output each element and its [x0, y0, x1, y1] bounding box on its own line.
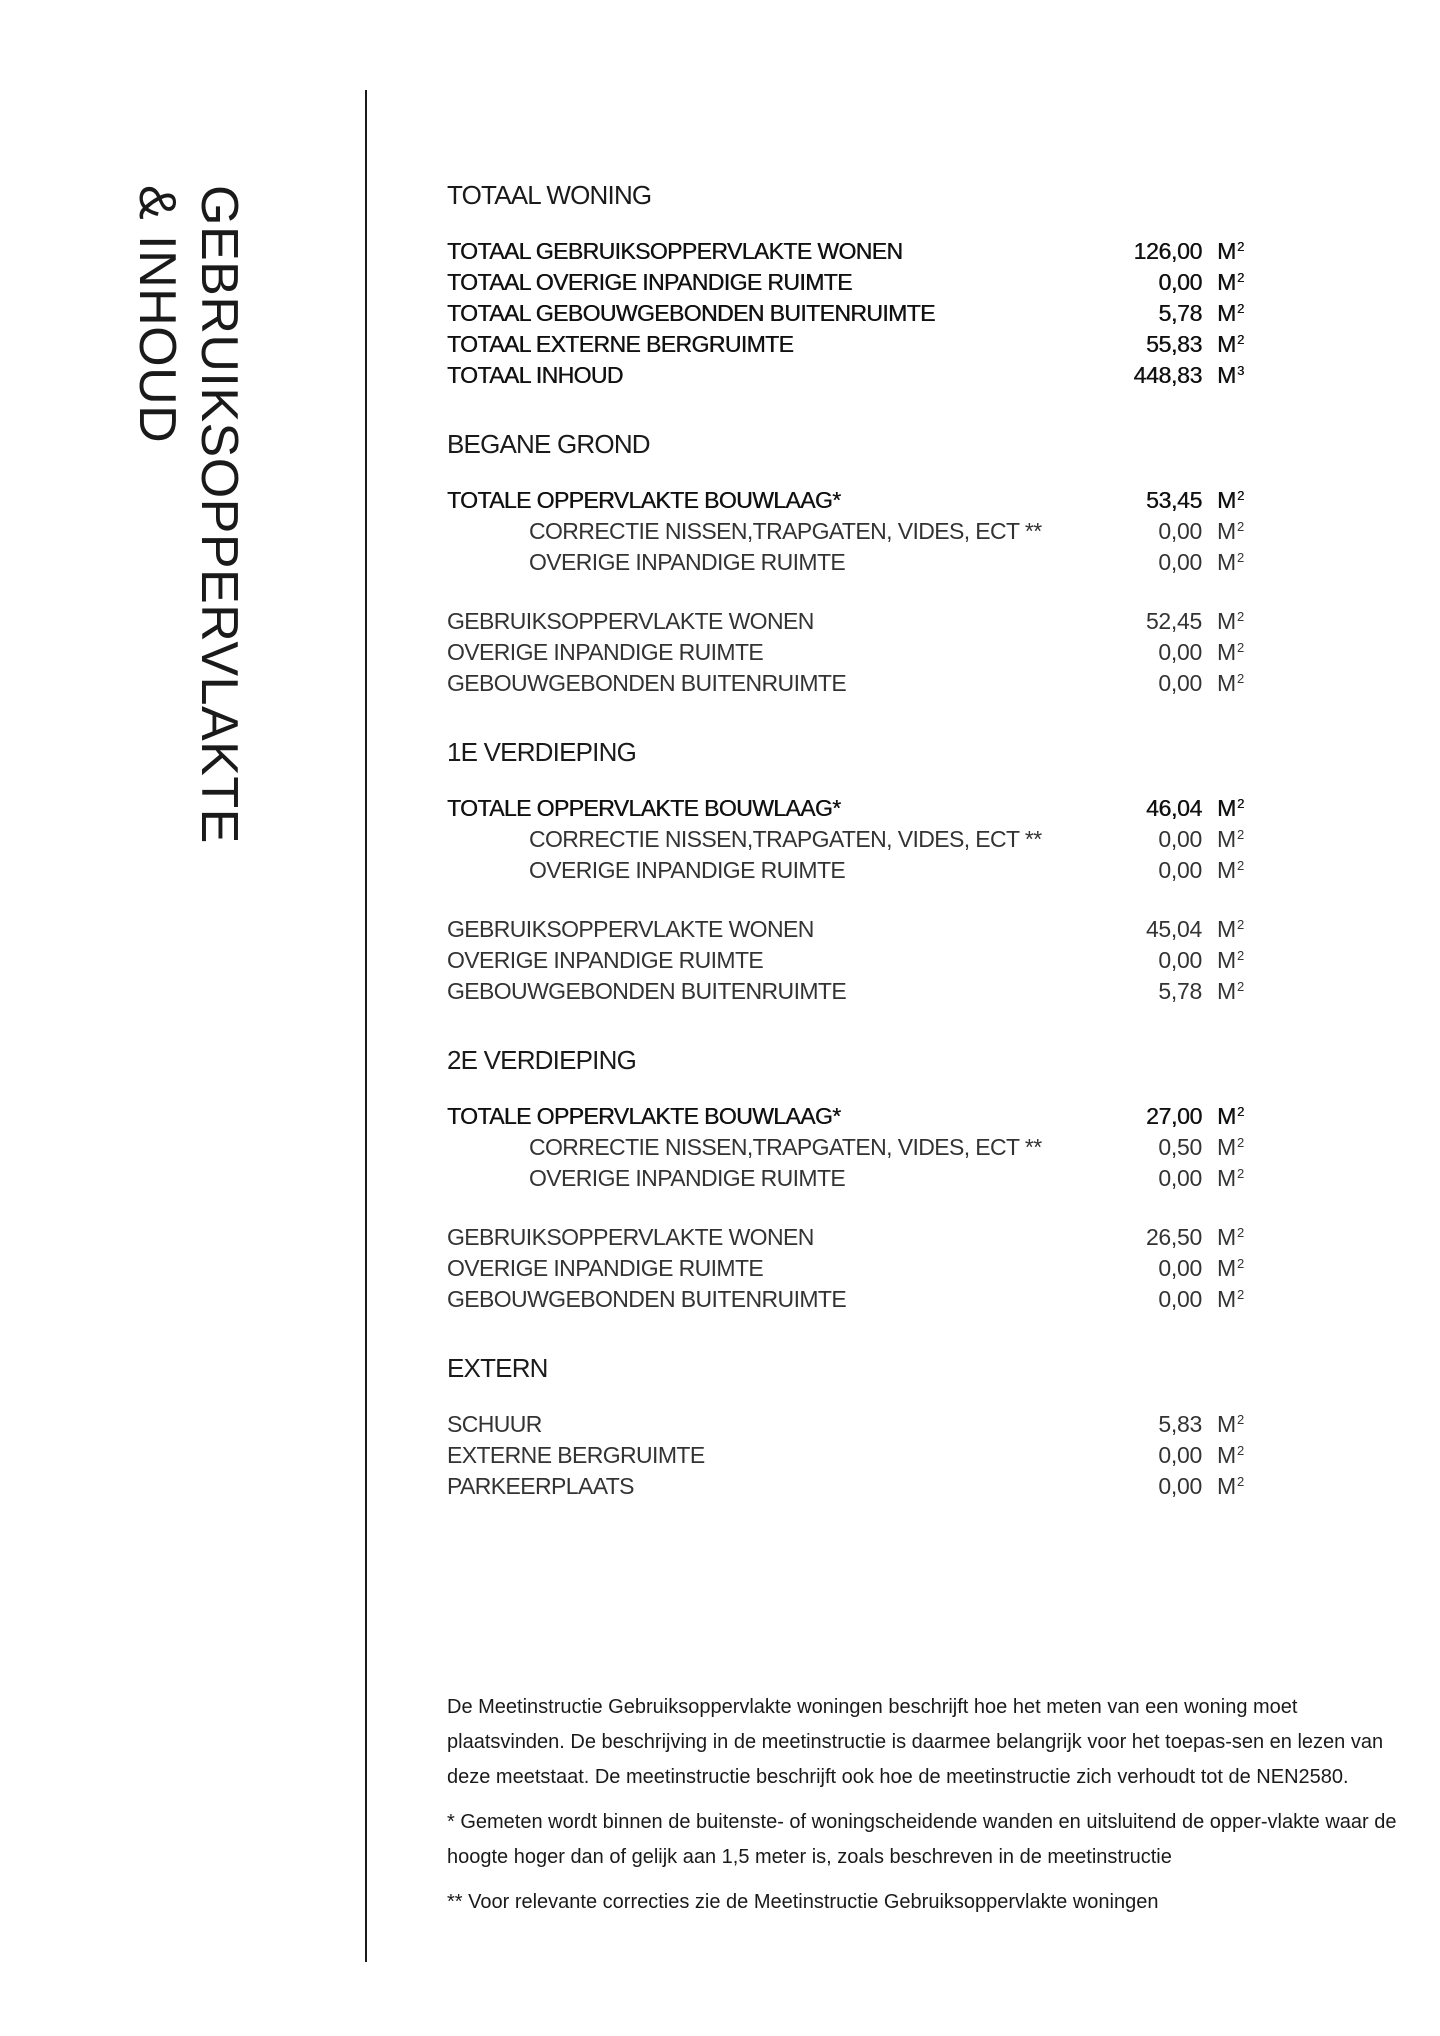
totaal-table: [447, 236, 1347, 391]
side-title-line2: & INHOUD: [128, 185, 186, 444]
table-row: TOTALE OPPERVLAKTE BOUWLAAG* 46,04 $M^2$: [447, 795, 1244, 821]
side-title-line1: GEBRUIKSOPPERVLAKTE: [190, 185, 248, 844]
table-row: TOTAAL GEBOUWGEBONDEN BUITENRUIMTE 5,78 $M^2$: [447, 300, 1244, 326]
table-row: OVERIGE INPANDIGE RUIMTE 0,00 $M^2$: [529, 1165, 1244, 1191]
section-heading-2e-verdieping: 2E VERDIEPING: [447, 1045, 636, 1075]
table-row: OVERIGE INPANDIGE RUIMTE 0,00 $M^2$: [529, 857, 1244, 883]
table-row: GEBRUIKSOPPERVLAKTE WONEN 45,04 $M^2$: [447, 916, 1244, 942]
section-heading-1e-verdieping: 1E VERDIEPING: [447, 737, 636, 767]
table-row: TOTAAL EXTERNE BERGRUIMTE 55,83 $M^2$: [447, 331, 1244, 357]
side-title: [120, 185, 250, 905]
table-row: TOTALE OPPERVLAKTE BOUWLAAG* 27,00 $M^2$: [447, 1103, 1244, 1129]
measurement-sheet: [447, 176, 1347, 1502]
table-row: PARKEERPLAATS 0,00 $M^2$: [447, 1473, 1244, 1499]
table-row: TOTAAL OVERIGE INPANDIGE RUIMTE 0,00 $M^2$: [447, 269, 1244, 295]
table-row: OVERIGE INPANDIGE RUIMTE 0,00 $M^2$: [447, 639, 1244, 665]
table-row: TOTALE OPPERVLAKTE BOUWLAAG* 53,45 $M^2$: [447, 487, 1244, 513]
table-row: SCHUUR 5,83 $M^2$: [447, 1411, 1244, 1437]
vertical-divider: [365, 90, 367, 1962]
side-title-text: [120, 185, 250, 905]
table-row: GEBRUIKSOPPERVLAKTE WONEN 52,45 $M^2$: [447, 608, 1244, 634]
table-row: GEBRUIKSOPPERVLAKTE WONEN 26,50 $M^2$: [447, 1224, 1244, 1250]
section-heading-totaal: TOTAAL WONING: [447, 180, 652, 210]
table-row: OVERIGE INPANDIGE RUIMTE 0,00 $M^2$: [447, 947, 1244, 973]
note-double-asterisk: ** Voor relevante correcties zie de Meetinstructie Gebruiksoppervlakte woningen: [447, 1891, 1159, 1913]
section-heading-extern: EXTERN: [447, 1353, 548, 1383]
table-row: TOTAAL INHOUD 448,83 $M^3$: [447, 362, 1244, 388]
table-row: CORRECTIE NISSEN,TRAPGATEN, VIDES, ECT ** 0,00 $M^2$: [529, 518, 1244, 544]
table-row: GEBOUWGEBONDEN BUITENRUIMTE 5,78 $M^2$: [447, 978, 1244, 1004]
note-asterisk: * Gemeten wordt binnen de buitenste- of woningscheidende wanden en uitsluitend de opper-vlakte waar de hoogte hoger dan of gelijk aan 1,5 meter is, zoals beschreven in de meetinstructie: [447, 1811, 1397, 1868]
table-row: OVERIGE INPANDIGE RUIMTE 0,00 $M^2$: [447, 1255, 1244, 1281]
table-row: GEBOUWGEBONDEN BUITENRUIMTE 0,00 $M^2$: [447, 670, 1244, 696]
table-row: OVERIGE INPANDIGE RUIMTE 0,00 $M^2$: [529, 549, 1244, 575]
table-row: CORRECTIE NISSEN,TRAPGATEN, VIDES, ECT ** 0,00 $M^2$: [529, 826, 1244, 852]
table-row: GEBOUWGEBONDEN BUITENRUIMTE 0,00 $M^2$: [447, 1286, 1244, 1312]
section-heading-begane-grond: BEGANE GROND: [447, 429, 650, 459]
footnotes: [447, 1690, 1407, 1930]
note-meetinstructie: De Meetinstructie Gebruiksoppervlakte woningen beschrijft hoe het meten van een woning moet plaatsvinden. De beschrijving in de meetinstructie is daarmee belangrijk voor het toepas-sen en lezen van deze meetstaat. De meetinstructie beschrijft ook hoe de meetinstructie zich verhoudt tot de NEN2580.: [447, 1696, 1384, 1788]
table-row: EXTERNE BERGRUIMTE 0,00 $M^2$: [447, 1442, 1244, 1468]
table-row: TOTAAL GEBRUIKSOPPERVLAKTE WONEN 126,00 $M^2$: [447, 238, 1244, 264]
table-row: CORRECTIE NISSEN,TRAPGATEN, VIDES, ECT ** 0,50 $M^2$: [529, 1134, 1244, 1160]
